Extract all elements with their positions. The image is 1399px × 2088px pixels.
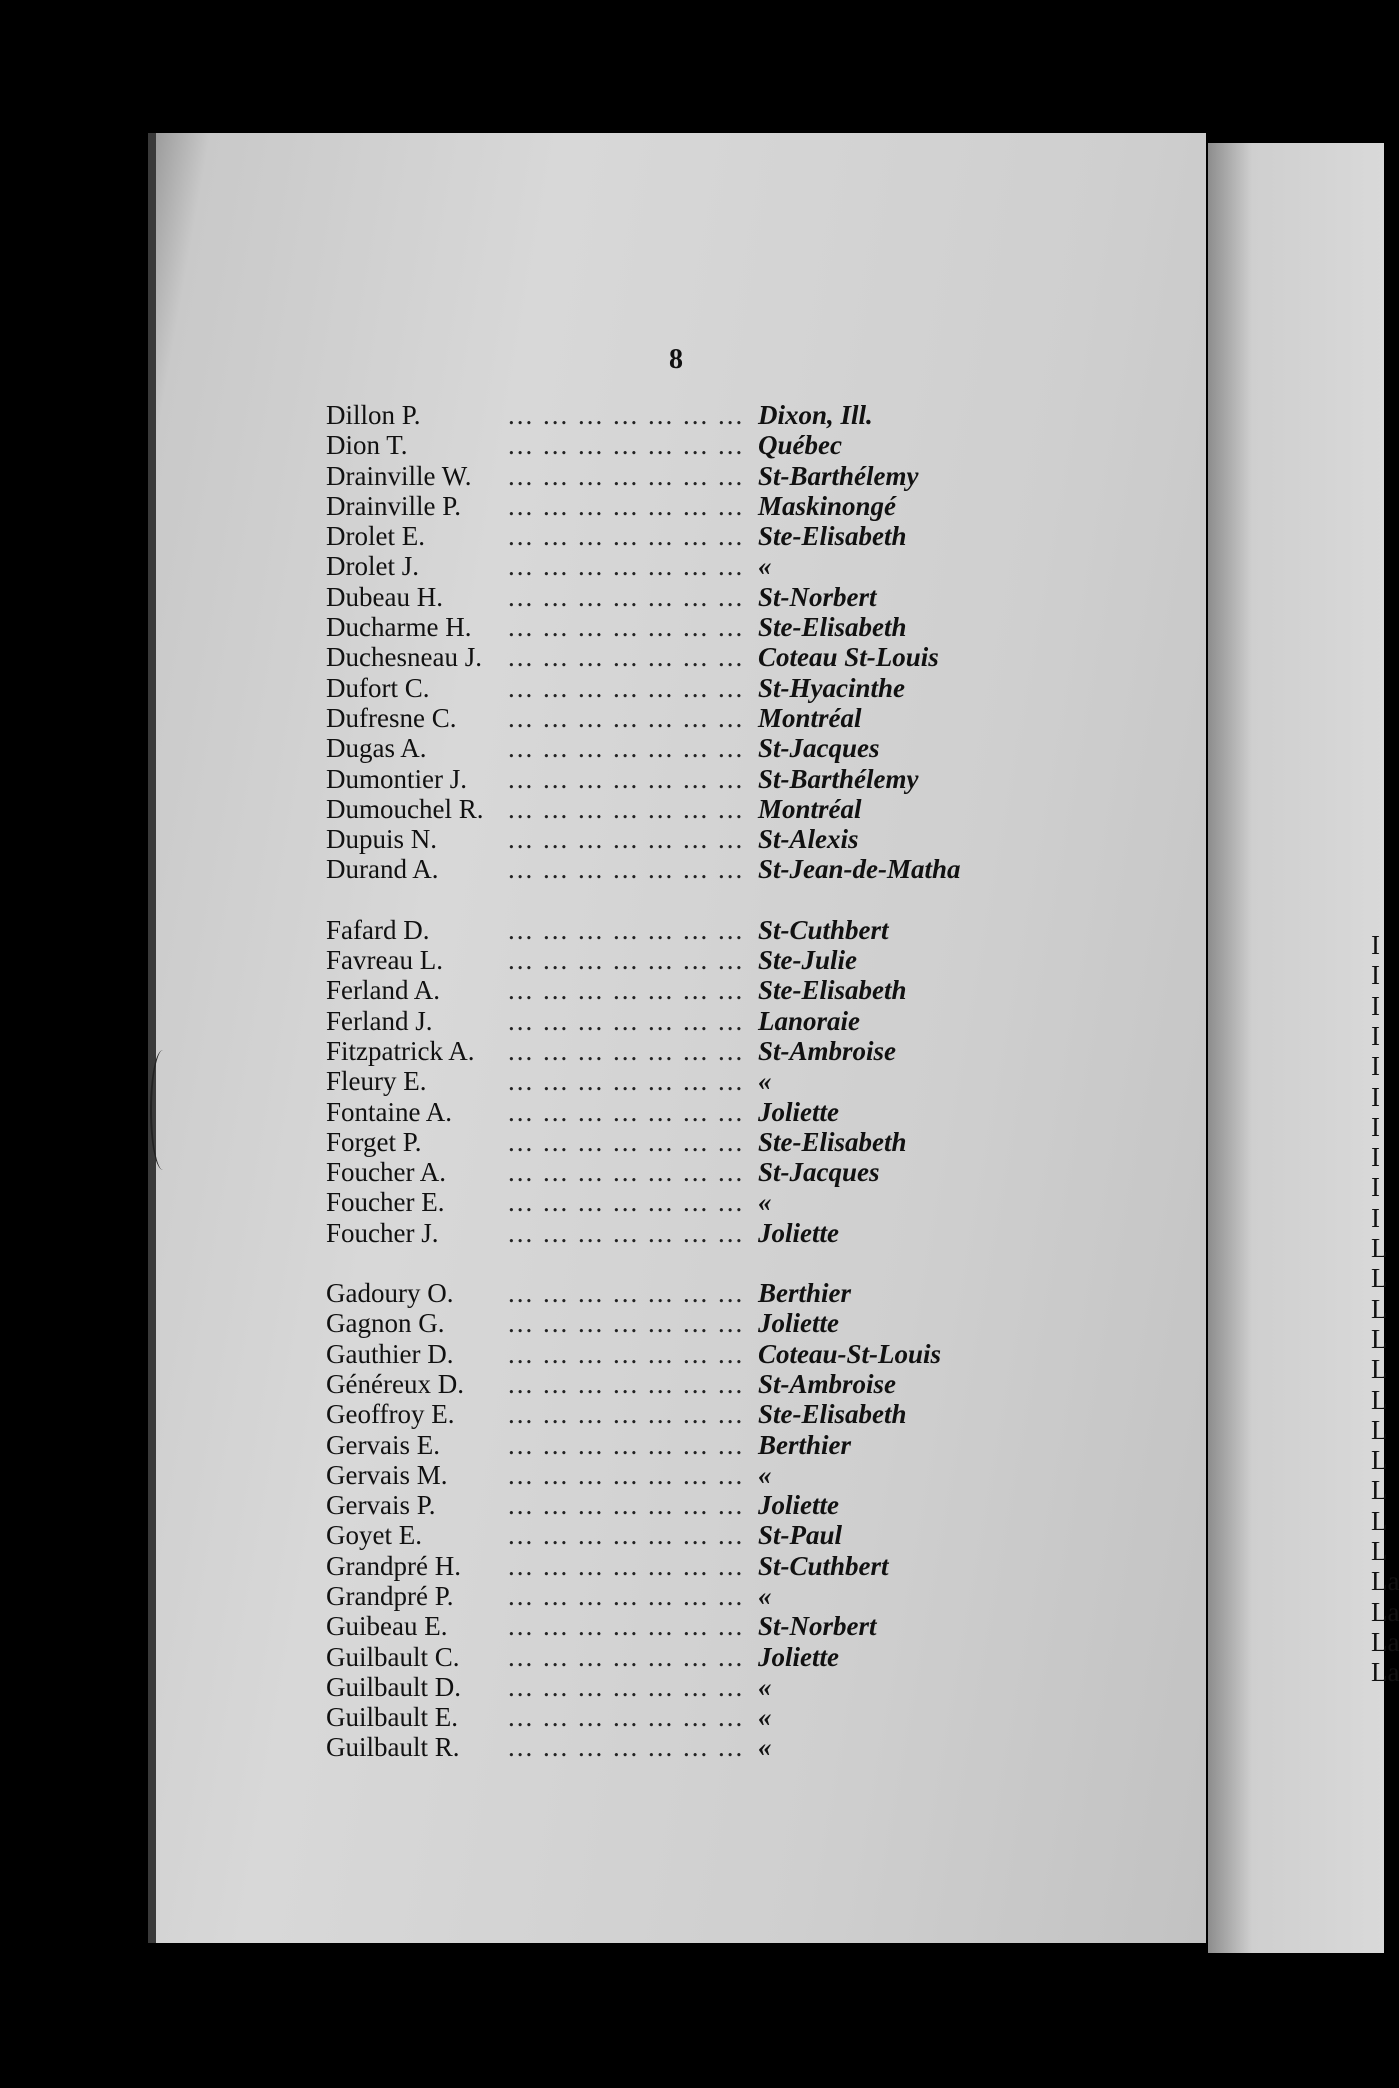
- dot-leader: ... ... ... ... ... ... ...: [508, 1096, 745, 1127]
- list-item: [326, 551, 1026, 581]
- adjacent-page: [1208, 143, 1384, 1953]
- adjacent-page-letter: La: [1371, 1657, 1399, 1688]
- student-name: Geoffroy E.: [326, 1399, 455, 1430]
- student-name: Ferland A.: [326, 975, 440, 1006]
- student-hometown: Joliette: [758, 1217, 839, 1248]
- dot-leader: ... ... ... ... ... ... ...: [508, 642, 745, 673]
- dot-leader: ... ... ... ... ... ... ...: [508, 824, 745, 855]
- student-name: Dillon P.: [326, 400, 421, 430]
- student-hometown: St-Norbert: [758, 581, 877, 612]
- list-item: [326, 612, 1026, 642]
- student-hometown: Ste-Julie: [758, 945, 857, 976]
- dot-leader: ... ... ... ... ... ... ...: [508, 733, 745, 764]
- student-name: Gadoury O.: [326, 1278, 454, 1309]
- student-hometown: Dixon, Ill.: [758, 400, 873, 430]
- list-item: [326, 1490, 1026, 1520]
- page-number: 8: [669, 344, 683, 375]
- adjacent-page-letter: L: [1371, 1384, 1388, 1415]
- dot-leader: ... ... ... ... ... ... ...: [508, 1490, 745, 1521]
- student-name: Drolet J.: [326, 551, 419, 582]
- student-name: Duchesneau J.: [326, 642, 482, 673]
- list-item: [326, 975, 1026, 1005]
- student-name: Grandpré H.: [326, 1550, 461, 1581]
- adjacent-page-letter: I: [1371, 990, 1380, 1021]
- adjacent-page-letter: L: [1371, 1445, 1388, 1476]
- student-hometown: St-Jacques: [758, 1157, 880, 1188]
- student-hometown: St-Paul: [758, 1520, 843, 1551]
- list-item: [326, 1218, 1026, 1248]
- list-item: [326, 1732, 1026, 1762]
- student-hometown: Québec: [758, 430, 842, 461]
- student-name: Dugas A.: [326, 733, 427, 764]
- dot-leader: ... ... ... ... ... ... ...: [508, 1308, 745, 1339]
- list-item: [326, 1157, 1026, 1187]
- dot-leader: ... ... ... ... ... ... ...: [508, 914, 745, 945]
- list-item: [326, 1036, 1026, 1066]
- list-item: [326, 1520, 1026, 1550]
- list-item: [326, 642, 1026, 672]
- student-name: Gervais M.: [326, 1459, 448, 1490]
- student-name: Gervais P.: [326, 1490, 436, 1521]
- list-item: [326, 794, 1026, 824]
- dot-leader: ... ... ... ... ... ... ...: [508, 1520, 745, 1551]
- dot-leader: ... ... ... ... ... ... ...: [508, 1641, 745, 1672]
- list-item: [326, 1581, 1026, 1611]
- dot-leader: ... ... ... ... ... ... ...: [508, 702, 745, 733]
- dot-leader: ... ... ... ... ... ... ...: [508, 672, 745, 703]
- list-item: [326, 1097, 1026, 1127]
- student-hometown: Ste-Elisabeth: [758, 1399, 907, 1430]
- dot-leader: ... ... ... ... ... ... ...: [508, 975, 745, 1006]
- list-item: [326, 915, 1026, 945]
- student-hometown: St-Cuthbert: [758, 1550, 889, 1581]
- adjacent-page-letter: I: [1371, 1202, 1380, 1233]
- dot-leader: ... ... ... ... ... ... ...: [508, 460, 745, 491]
- dot-leader: ... ... ... ... ... ... ...: [508, 1459, 745, 1490]
- student-name: Dion T.: [326, 430, 408, 461]
- dot-leader: ... ... ... ... ... ... ...: [508, 1580, 745, 1611]
- list-item: [326, 1551, 1026, 1581]
- list-item: [326, 1308, 1026, 1338]
- dot-leader: ... ... ... ... ... ... ...: [508, 945, 745, 976]
- list-item: [326, 764, 1026, 794]
- student-name: Dumontier J.: [326, 763, 467, 794]
- student-name: Guilbault E.: [326, 1702, 458, 1733]
- adjacent-page-letter: L: [1371, 1414, 1388, 1445]
- dot-leader: ... ... ... ... ... ... ...: [508, 1399, 745, 1430]
- student-hometown: «: [758, 1702, 772, 1733]
- adjacent-page-letter: I: [1371, 1172, 1380, 1203]
- list-item: [326, 1369, 1026, 1399]
- list-item: [326, 1399, 1026, 1429]
- dot-leader: ... ... ... ... ... ... ...: [508, 1066, 745, 1097]
- adjacent-page-letter: L: [1371, 1475, 1388, 1506]
- student-hometown: Joliette: [758, 1490, 839, 1521]
- student-hometown: «: [758, 1671, 772, 1702]
- list-item: [326, 461, 1026, 491]
- student-name: Gauthier D.: [326, 1338, 454, 1369]
- student-hometown: St-Hyacinthe: [758, 672, 905, 703]
- list-item: [326, 582, 1026, 612]
- adjacent-page-letter: I: [1371, 1111, 1380, 1142]
- student-name: Gervais E.: [326, 1429, 440, 1460]
- student-hometown: «: [758, 1066, 772, 1097]
- student-name: Guilbault C.: [326, 1641, 460, 1672]
- student-name: Dupuis N.: [326, 824, 438, 855]
- student-name: Dufresne C.: [326, 702, 457, 733]
- student-hometown: Ste-Elisabeth: [758, 1126, 907, 1157]
- student-name: Ducharme H.: [326, 612, 472, 643]
- student-hometown: Montréal: [758, 793, 862, 824]
- handwritten-bracket-mark: [150, 1050, 176, 1170]
- adjacent-page-letter: L: [1371, 1354, 1388, 1385]
- group-gap: [326, 1248, 1026, 1278]
- adjacent-page-letter: I: [1371, 1020, 1380, 1051]
- dot-leader: ... ... ... ... ... ... ...: [508, 763, 745, 794]
- list-item: [326, 400, 1026, 430]
- dot-leader: ... ... ... ... ... ... ...: [508, 793, 745, 824]
- list-item: [326, 491, 1026, 521]
- student-name: Guilbault D.: [326, 1671, 461, 1702]
- list-item: [326, 1702, 1026, 1732]
- student-name: Goyet E.: [326, 1520, 422, 1551]
- list-item: [326, 1339, 1026, 1369]
- list-item: [326, 521, 1026, 551]
- adjacent-page-letter: L: [1371, 1505, 1388, 1536]
- dot-leader: ... ... ... ... ... ... ...: [508, 1187, 745, 1218]
- student-hometown: St-Alexis: [758, 824, 859, 855]
- list-item: [326, 854, 1026, 884]
- dot-leader: ... ... ... ... ... ... ...: [508, 521, 745, 552]
- dot-leader: ... ... ... ... ... ... ...: [508, 612, 745, 643]
- student-hometown: St-Cuthbert: [758, 914, 889, 945]
- student-hometown: «: [758, 1187, 772, 1218]
- adjacent-page-letter: I: [1371, 930, 1380, 960]
- adjacent-page-letter: L: [1371, 1536, 1388, 1566]
- student-hometown: Joliette: [758, 1096, 839, 1127]
- dot-leader: ... ... ... ... ... ... ...: [508, 1217, 745, 1248]
- student-list: [326, 400, 1026, 1763]
- student-name: Dubeau H.: [326, 581, 443, 612]
- dot-leader: ... ... ... ... ... ... ...: [508, 1035, 745, 1066]
- list-item: [326, 945, 1026, 975]
- list-item: [326, 1066, 1026, 1096]
- student-hometown: Berthier: [758, 1278, 852, 1309]
- student-name: Foucher A.: [326, 1157, 446, 1188]
- list-item: [326, 1127, 1026, 1157]
- student-name: Ferland J.: [326, 1005, 433, 1036]
- student-hometown: Ste-Elisabeth: [758, 521, 907, 552]
- adjacent-page-letter: L: [1371, 1263, 1388, 1294]
- dot-leader: ... ... ... ... ... ... ...: [508, 1611, 745, 1642]
- student-name: Drainville P.: [326, 490, 461, 521]
- list-item: [326, 1430, 1026, 1460]
- dot-leader: ... ... ... ... ... ... ...: [508, 490, 745, 521]
- adjacent-page-letter: La: [1371, 1566, 1399, 1597]
- student-name: Dumouchel R.: [326, 793, 484, 824]
- dot-leader: ... ... ... ... ... ... ...: [508, 400, 745, 430]
- dot-leader: ... ... ... ... ... ... ...: [508, 430, 745, 461]
- student-name: Favreau L.: [326, 945, 443, 976]
- student-name: Gagnon G.: [326, 1308, 445, 1339]
- adjacent-page-letter: L: [1371, 1293, 1388, 1324]
- student-hometown: Montréal: [758, 702, 862, 733]
- student-name: Drainville W.: [326, 460, 472, 491]
- student-name: Généreux D.: [326, 1368, 464, 1399]
- adjacent-page-letter: I: [1371, 960, 1380, 991]
- list-item: [326, 1672, 1026, 1702]
- adjacent-page-letter: La: [1371, 1626, 1399, 1657]
- student-hometown: «: [758, 1732, 772, 1763]
- list-item: [326, 1006, 1026, 1036]
- student-name: Guibeau E.: [326, 1611, 448, 1642]
- student-hometown: «: [758, 1459, 772, 1490]
- student-hometown: Lanoraie: [758, 1005, 861, 1036]
- student-hometown: Coteau-St-Louis: [758, 1338, 942, 1369]
- dot-leader: ... ... ... ... ... ... ...: [508, 1368, 745, 1399]
- dot-leader: ... ... ... ... ... ... ...: [508, 1005, 745, 1036]
- student-hometown: St-Jacques: [758, 733, 880, 764]
- dot-leader: ... ... ... ... ... ... ...: [508, 1429, 745, 1460]
- student-name: Grandpré P.: [326, 1580, 454, 1611]
- list-item: [326, 1460, 1026, 1490]
- list-item: [326, 673, 1026, 703]
- student-hometown: Ste-Elisabeth: [758, 975, 907, 1006]
- adjacent-page-letter: La: [1371, 1596, 1399, 1627]
- dot-leader: ... ... ... ... ... ... ...: [508, 1157, 745, 1188]
- student-hometown: St-Ambroise: [758, 1368, 897, 1399]
- dot-leader: ... ... ... ... ... ... ...: [508, 1278, 745, 1309]
- dot-leader: ... ... ... ... ... ... ...: [508, 1732, 745, 1763]
- student-hometown: Joliette: [758, 1308, 839, 1339]
- student-hometown: St-Jean-de-Matha: [758, 854, 961, 885]
- student-name: Guilbault R.: [326, 1732, 460, 1763]
- student-hometown: Maskinongé: [758, 490, 897, 521]
- dot-leader: ... ... ... ... ... ... ...: [508, 1338, 745, 1369]
- dot-leader: ... ... ... ... ... ... ...: [508, 854, 745, 885]
- list-item: [326, 733, 1026, 763]
- list-item: [326, 1278, 1026, 1308]
- list-item: [326, 824, 1026, 854]
- student-hometown: «: [758, 551, 772, 582]
- student-hometown: Coteau St-Louis: [758, 642, 939, 673]
- dot-leader: ... ... ... ... ... ... ...: [508, 1126, 745, 1157]
- student-name: Drolet E.: [326, 521, 425, 552]
- group-gap: [326, 885, 1026, 915]
- student-name: Fontaine A.: [326, 1096, 452, 1127]
- list-item: [326, 1187, 1026, 1217]
- list-item: [326, 430, 1026, 460]
- student-name: Fafard D.: [326, 914, 430, 945]
- student-name: Fitzpatrick A.: [326, 1035, 475, 1066]
- list-item: [326, 1642, 1026, 1672]
- adjacent-page-letter: L: [1371, 1233, 1388, 1263]
- student-hometown: St-Ambroise: [758, 1035, 897, 1066]
- student-name: Durand A.: [326, 854, 439, 885]
- student-hometown: «: [758, 1580, 772, 1611]
- dot-leader: ... ... ... ... ... ... ...: [508, 1702, 745, 1733]
- list-item: [326, 1611, 1026, 1641]
- adjacent-page-letter: I: [1371, 1081, 1380, 1112]
- student-name: Fleury E.: [326, 1066, 427, 1097]
- student-name: Foucher J.: [326, 1217, 439, 1248]
- dot-leader: ... ... ... ... ... ... ...: [508, 1671, 745, 1702]
- adjacent-page-letter: I: [1371, 1051, 1380, 1082]
- dot-leader: ... ... ... ... ... ... ...: [508, 581, 745, 612]
- student-hometown: Ste-Elisabeth: [758, 612, 907, 643]
- dot-leader: ... ... ... ... ... ... ...: [508, 551, 745, 582]
- student-hometown: St-Barthélemy: [758, 763, 919, 794]
- dot-leader: ... ... ... ... ... ... ...: [508, 1550, 745, 1581]
- student-hometown: St-Norbert: [758, 1611, 877, 1642]
- list-item: [326, 703, 1026, 733]
- student-name: Forget P.: [326, 1126, 422, 1157]
- student-hometown: St-Barthélemy: [758, 460, 919, 491]
- student-hometown: Joliette: [758, 1641, 839, 1672]
- student-name: Foucher E.: [326, 1187, 445, 1218]
- adjacent-page-letter: L: [1371, 1323, 1388, 1354]
- adjacent-page-letter: I: [1371, 1142, 1380, 1173]
- student-name: Dufort C.: [326, 672, 430, 703]
- student-hometown: Berthier: [758, 1429, 852, 1460]
